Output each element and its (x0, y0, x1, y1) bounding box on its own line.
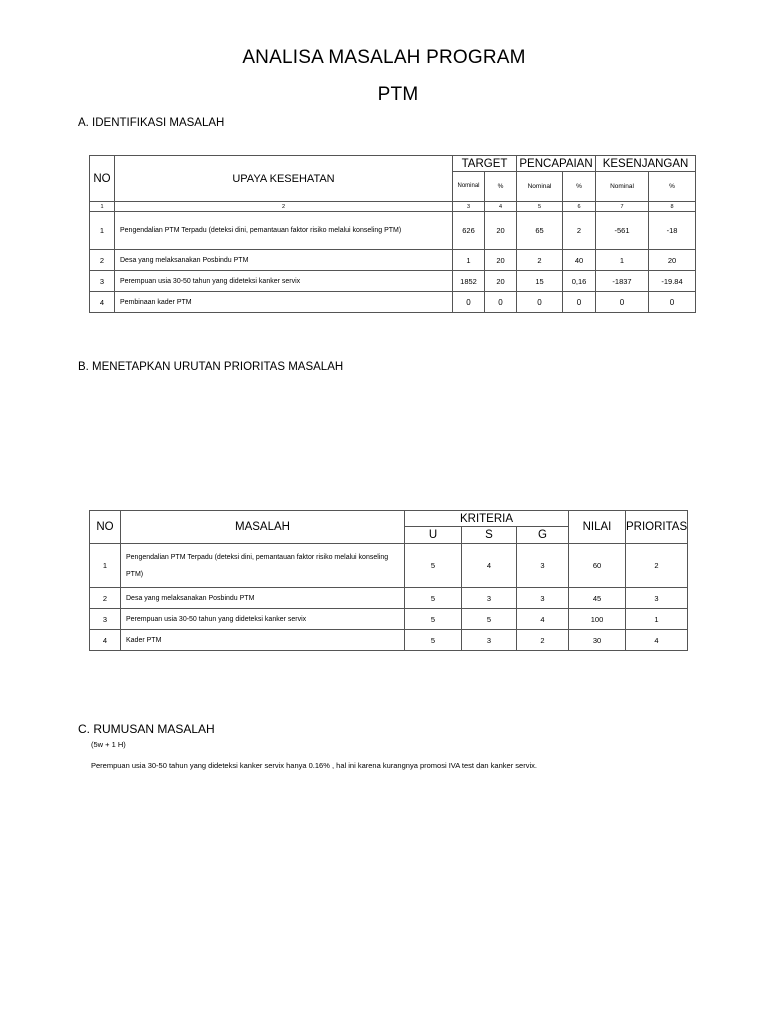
column-index: 3 (453, 202, 485, 212)
page-title: ANALISA MASALAH PROGRAM (242, 47, 526, 68)
header-kesenjangan-nominal: Nominal (596, 172, 649, 202)
section-b-heading: B. MENETAPKAN URUTAN PRIORITAS MASALAH (78, 361, 344, 373)
header-kesenjangan-pct: % (649, 172, 696, 202)
header-target-pct: % (485, 172, 517, 202)
column-index: 1 (90, 202, 115, 212)
row-no: 4 (90, 630, 121, 651)
score-s: 5 (462, 609, 517, 630)
header-kriteria: KRITERIA (405, 511, 569, 527)
priority-table (89, 510, 688, 651)
problem-identification-table (89, 155, 696, 313)
nilai: 30 (569, 630, 626, 651)
pencapaian-nominal: 15 (517, 271, 563, 292)
row-no: 1 (90, 544, 121, 588)
header-pencapaian: PENCAPAIAN (517, 156, 596, 172)
table-row (90, 250, 696, 271)
row-no: 2 (90, 588, 121, 609)
table-row (90, 271, 696, 292)
prioritas: 2 (626, 544, 688, 588)
kesenjangan-nominal: 1 (596, 250, 649, 271)
score-u: 5 (405, 609, 462, 630)
kesenjangan-nominal: 0 (596, 292, 649, 313)
pencapaian-nominal: 2 (517, 250, 563, 271)
column-index: 6 (563, 202, 596, 212)
target-pct: 20 (485, 271, 517, 292)
row-no: 4 (90, 292, 115, 313)
nilai: 100 (569, 609, 626, 630)
column-index: 5 (517, 202, 563, 212)
row-label: Pengendalian PTM Terpadu (deteksi dini, pemantauan faktor risiko melalui konseling PTM) (115, 212, 453, 250)
score-g: 3 (517, 544, 569, 588)
pencapaian-pct: 2 (563, 212, 596, 250)
target-pct: 20 (485, 250, 517, 271)
page-subtitle: PTM (377, 84, 419, 105)
table-row (90, 588, 688, 609)
row-label: Perempuan usia 30-50 tahun yang dideteksi kanker servix (115, 271, 453, 292)
header-no: NO (90, 156, 115, 202)
kesenjangan-nominal: -1837 (596, 271, 649, 292)
kesenjangan-pct: 0 (649, 292, 696, 313)
score-g: 3 (517, 588, 569, 609)
row-label: Kader PTM (121, 630, 405, 651)
column-index: 2 (115, 202, 453, 212)
header-pencapaian-pct: % (563, 172, 596, 202)
header-target: TARGET (453, 156, 517, 172)
score-s: 3 (462, 630, 517, 651)
row-no: 2 (90, 250, 115, 271)
row-label: Desa yang melaksanakan Posbindu PTM (121, 588, 405, 609)
target-pct: 0 (485, 292, 517, 313)
pencapaian-pct: 0,16 (563, 271, 596, 292)
header-nilai: NILAI (569, 511, 626, 544)
kesenjangan-pct: -18 (649, 212, 696, 250)
section-a-heading: A. IDENTIFIKASI MASALAH (78, 117, 225, 129)
score-u: 5 (405, 544, 462, 588)
row-label: Pembinaan kader PTM (115, 292, 453, 313)
header-upaya-kesehatan: UPAYA KESEHATAN (115, 156, 453, 202)
pencapaian-nominal: 0 (517, 292, 563, 313)
header-masalah: MASALAH (121, 511, 405, 544)
table-row (90, 609, 688, 630)
table-row (90, 630, 688, 651)
row-label: Pengendalian PTM Terpadu (deteksi dini, pemantauan faktor risiko melalui konseling PTM) (121, 544, 405, 588)
kesenjangan-nominal: -561 (596, 212, 649, 250)
header-kesenjangan: KESENJANGAN (596, 156, 696, 172)
rumusan-text: Perempuan usia 30-50 tahun yang dideteksi kanker servix hanya 0.16% , hal ini karena kurangnya promosi IVA test dan kanker servix. (91, 761, 537, 770)
pencapaian-nominal: 65 (517, 212, 563, 250)
prioritas: 1 (626, 609, 688, 630)
kesenjangan-pct: 20 (649, 250, 696, 271)
header-u: U (405, 527, 462, 544)
score-s: 3 (462, 588, 517, 609)
column-index: 7 (596, 202, 649, 212)
column-index: 4 (485, 202, 517, 212)
nilai: 60 (569, 544, 626, 588)
kesenjangan-pct: -19.84 (649, 271, 696, 292)
row-label: Desa yang melaksanakan Posbindu PTM (115, 250, 453, 271)
target-pct: 20 (485, 212, 517, 250)
header-s: S (462, 527, 517, 544)
pencapaian-pct: 40 (563, 250, 596, 271)
score-s: 4 (462, 544, 517, 588)
header-prioritas: PRIORITAS (626, 511, 688, 544)
rumusan-formula: (5w + 1 H) (91, 740, 126, 749)
score-g: 2 (517, 630, 569, 651)
target-nominal: 0 (453, 292, 485, 313)
row-no: 3 (90, 271, 115, 292)
target-nominal: 626 (453, 212, 485, 250)
target-nominal: 1 (453, 250, 485, 271)
header-pencapaian-nominal: Nominal (517, 172, 563, 202)
header-no: NO (90, 511, 121, 544)
table-row (90, 212, 696, 250)
pencapaian-pct: 0 (563, 292, 596, 313)
score-u: 5 (405, 588, 462, 609)
row-no: 1 (90, 212, 115, 250)
prioritas: 3 (626, 588, 688, 609)
table-row (90, 544, 688, 588)
header-g: G (517, 527, 569, 544)
row-no: 3 (90, 609, 121, 630)
table-row (90, 292, 696, 313)
section-c-heading: C. RUMUSAN MASALAH (78, 722, 215, 736)
prioritas: 4 (626, 630, 688, 651)
row-label: Perempuan usia 30-50 tahun yang dideteksi kanker servix (121, 609, 405, 630)
header-target-nominal: Nominal (453, 172, 485, 202)
column-index: 8 (649, 202, 696, 212)
target-nominal: 1852 (453, 271, 485, 292)
nilai: 45 (569, 588, 626, 609)
score-u: 5 (405, 630, 462, 651)
score-g: 4 (517, 609, 569, 630)
